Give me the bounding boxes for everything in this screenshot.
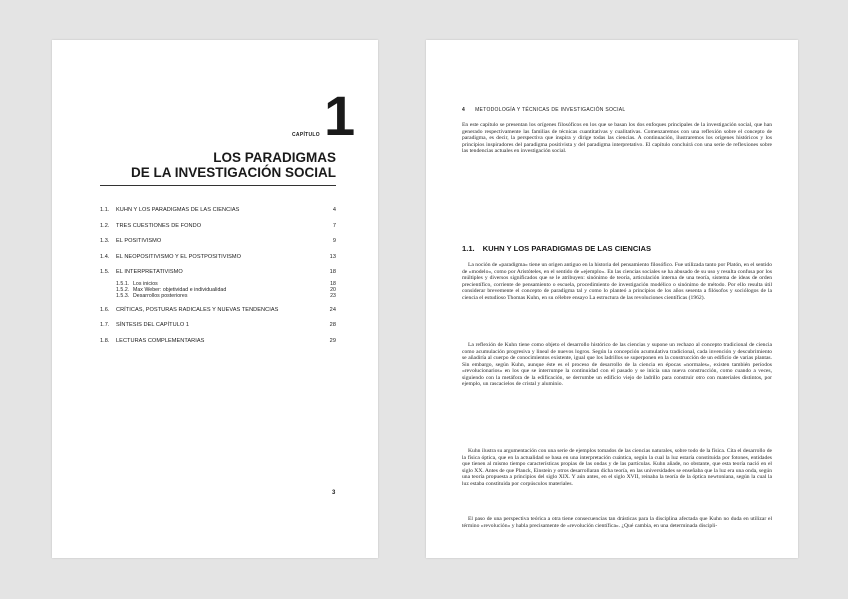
toc-page: 7 (332, 222, 336, 229)
paragraph-text: El paso de una perspectiva teórica a otra tiene consecuencias tan drásticas para la disciplina afectada que Kuhn no duda en utilizar el término «revolución» y habla precisamente de «revolución científica». ¿Qué cambia, en una determinada discipli- (462, 516, 772, 529)
toc-sub-title: Max Weber: objetividad e individualidad (133, 286, 227, 293)
toc-page: 18 (329, 269, 336, 276)
toc-page: 4 (332, 207, 336, 213)
running-head (462, 107, 626, 113)
toc-entry-1-1 (100, 207, 336, 214)
toc-page: 13 (329, 253, 336, 260)
toc-sub-title: Los inicios (133, 281, 158, 288)
intro-text: En este capítulo se presentan los orígenes filosóficos en los que se basan los dos enfoques principales de la investigación social, que han generado respectivamente las familias de técnicas cuantitativas y cualitativas. Comenzaremos con una reflexión sobre el concepto de paradigma, es decir, la perspectiva que inspira y dirige todas las ciencias. A continuación, ilustraremos los orígenes históricos y los principios inspiradores del paradigma positivista y del paradigma interpretativo. El capítulo concluirá con una serie de reflexiones sobre las tendencias actuales en investigación social. (462, 122, 772, 154)
toc-num: 1.1. (100, 207, 110, 213)
running-head-page-number: 4 (462, 107, 466, 113)
toc-title: LECTURAS COMPLEMENTARIAS (116, 337, 205, 344)
page-number: 3 (332, 490, 336, 496)
toc-entry-1-5 (100, 269, 336, 298)
toc-entry-1-4 (100, 254, 336, 261)
paragraph-text: Kuhn ilustra su argumentación con una serie de ejemplos tomados de las ciencias naturales, sobre todo de la física. Cita el desarrollo de la física óptica, que en la actualidad se basa en una interpretación cuántica, según la cual la luz estaría constituida por fotones, entidades que tienen al mismo tiempo características propias de las ondas y de las partículas. Kuhn añade, no obstante, que esta teoría nació en el siglo XX. Antes de que Planck, Einstein y otros desarrollaran dicha teoría, en las universidades se enseñaba que la luz era una onda, según una teoría propuesta a principios del siglo XIX. Y aún antes, en el siglo XVII, reinaba la teoría de la óptica newtoniana, según la cual la luz estaba constituida por corpúsculos materiales. (462, 448, 772, 487)
toc-page: 9 (332, 238, 336, 245)
left-page (52, 40, 378, 558)
chapter-label: CAPÍTULO (292, 132, 320, 138)
toc-title: EL POSITIVISMO (116, 238, 162, 245)
toc-entry-1-3 (100, 238, 336, 245)
table-of-contents (100, 207, 336, 345)
toc-title: KUHN Y LOS PARADIGMAS DE LAS CIENCIAS (116, 207, 240, 213)
running-head-title: METODOLOGÍA Y TÉCNICAS DE INVESTIGACIÓN SOCIAL (475, 107, 626, 113)
toc-title: EL NEOPOSITIVISMO Y EL POSTPOSITIVISMO (116, 253, 241, 260)
intro-paragraph (462, 122, 772, 155)
toc-sub-page: 20 (330, 286, 336, 293)
paragraph-text: La reflexión de Kuhn tiene como objeto el desarrollo histórico de las ciencias y supone un rechazo al concepto tradicional de ciencia como acumulación progresiva y lineal de nuevos logros. Según la concepción acumulativa tradicional, cada invención y descubrimiento se añadiría al cuerpo de conocimientos existente, igual que los ladrillos se superponen en la construcción de un edificio de varias plantas. Sin embargo, según Kuhn, aunque éste es el proceso de desarrollo de la ciencia en épocas «normales», existen también períodos «revolucionarios» en los que se interrumpe la continuidad con el pasado y se inicia una nueva construcción, como cuando a veces, siguiendo con la metáfora de la edificación, se derrumbe un edificio viejo de ladrillo para construir otro con materiales distintos, por ejemplo, un rascacielos de cristal y aluminio. (462, 342, 772, 387)
toc-entry-1-6 (100, 307, 336, 314)
toc-title: CRÍTICAS, POSTURAS RADICALES Y NUEVAS TENDENCIAS (116, 306, 279, 313)
body-paragraph-4 (462, 516, 772, 529)
section-heading (462, 244, 651, 253)
section-number: 1.1. (462, 244, 475, 253)
toc-title: SÍNTESIS DEL CAPÍTULO 1 (116, 322, 190, 329)
right-page (426, 40, 798, 558)
toc-sub-page: 18 (330, 281, 336, 288)
toc-num: 1.5. (100, 269, 110, 276)
toc-num: 1.4. (100, 253, 110, 260)
toc-page: 24 (329, 306, 336, 313)
toc-num: 1.3. (100, 238, 110, 245)
chapter-title-line2: DE LA INVESTIGACIÓN SOCIAL (130, 165, 336, 180)
chapter-title-line1: LOS PARADIGMAS (213, 150, 336, 165)
toc-num: 1.8. (100, 337, 110, 344)
toc-sub-title: Desarrollos posteriores (133, 292, 188, 299)
body-paragraph-2 (462, 342, 772, 388)
paragraph-text: La noción de «paradigma» tiene un origen antiguo en la historia del pensamiento filosófico. Fue utilizada tanto por Platón, en el sentido de «modelo», como por Aristóteles, en el sentido de «ejemplo». En las ciencias sociales se ha abusado de su uso y resulta confusa por los múltiples y diversos significados que se le atribuyen: sinónimo de teoría, articulación interna de una teoría, sistema de ideas de orden precientífico, corriente de pensamiento o escuela, procedimiento de investigación modélico o sinónimo de método. Por ello resulta útil considerar brevemente el concepto de paradigma tal y como lo planteó a principios de los años sesenta a filósofos y sociólogos de la ciencia el estudioso Thomas Kuhn, en su célebre ensayo La estructura de las revoluciones científicas (1962). (462, 262, 773, 301)
toc-sub-num: 1.5.2. (116, 286, 130, 293)
toc-title: EL INTERPRETATIVISMO (116, 269, 183, 276)
toc-sub-num: 1.5.1. (116, 281, 130, 288)
toc-num: 1.2. (100, 222, 110, 229)
toc-sub-num: 1.5.3. (116, 292, 130, 299)
toc-num: 1.7. (100, 322, 110, 329)
toc-entry-1-8 (100, 338, 336, 345)
toc-sub-page: 23 (330, 292, 336, 299)
title-rule (100, 185, 336, 186)
body-paragraph-3 (462, 448, 772, 487)
toc-num: 1.6. (100, 306, 110, 313)
chapter-number: 1 (324, 84, 356, 147)
toc-title: TRES CUESTIONES DE FONDO (116, 222, 202, 229)
section-title: KUHN Y LOS PARADIGMAS DE LAS CIENCIAS (482, 244, 652, 253)
toc-page: 29 (329, 337, 336, 344)
toc-entry-1-7 (100, 322, 336, 329)
toc-page: 28 (329, 322, 336, 329)
body-paragraph-1 (462, 262, 772, 301)
toc-subentry-1-5-3 (100, 293, 336, 299)
toc-entry-1-2 (100, 223, 336, 230)
chapter-title (76, 150, 336, 180)
